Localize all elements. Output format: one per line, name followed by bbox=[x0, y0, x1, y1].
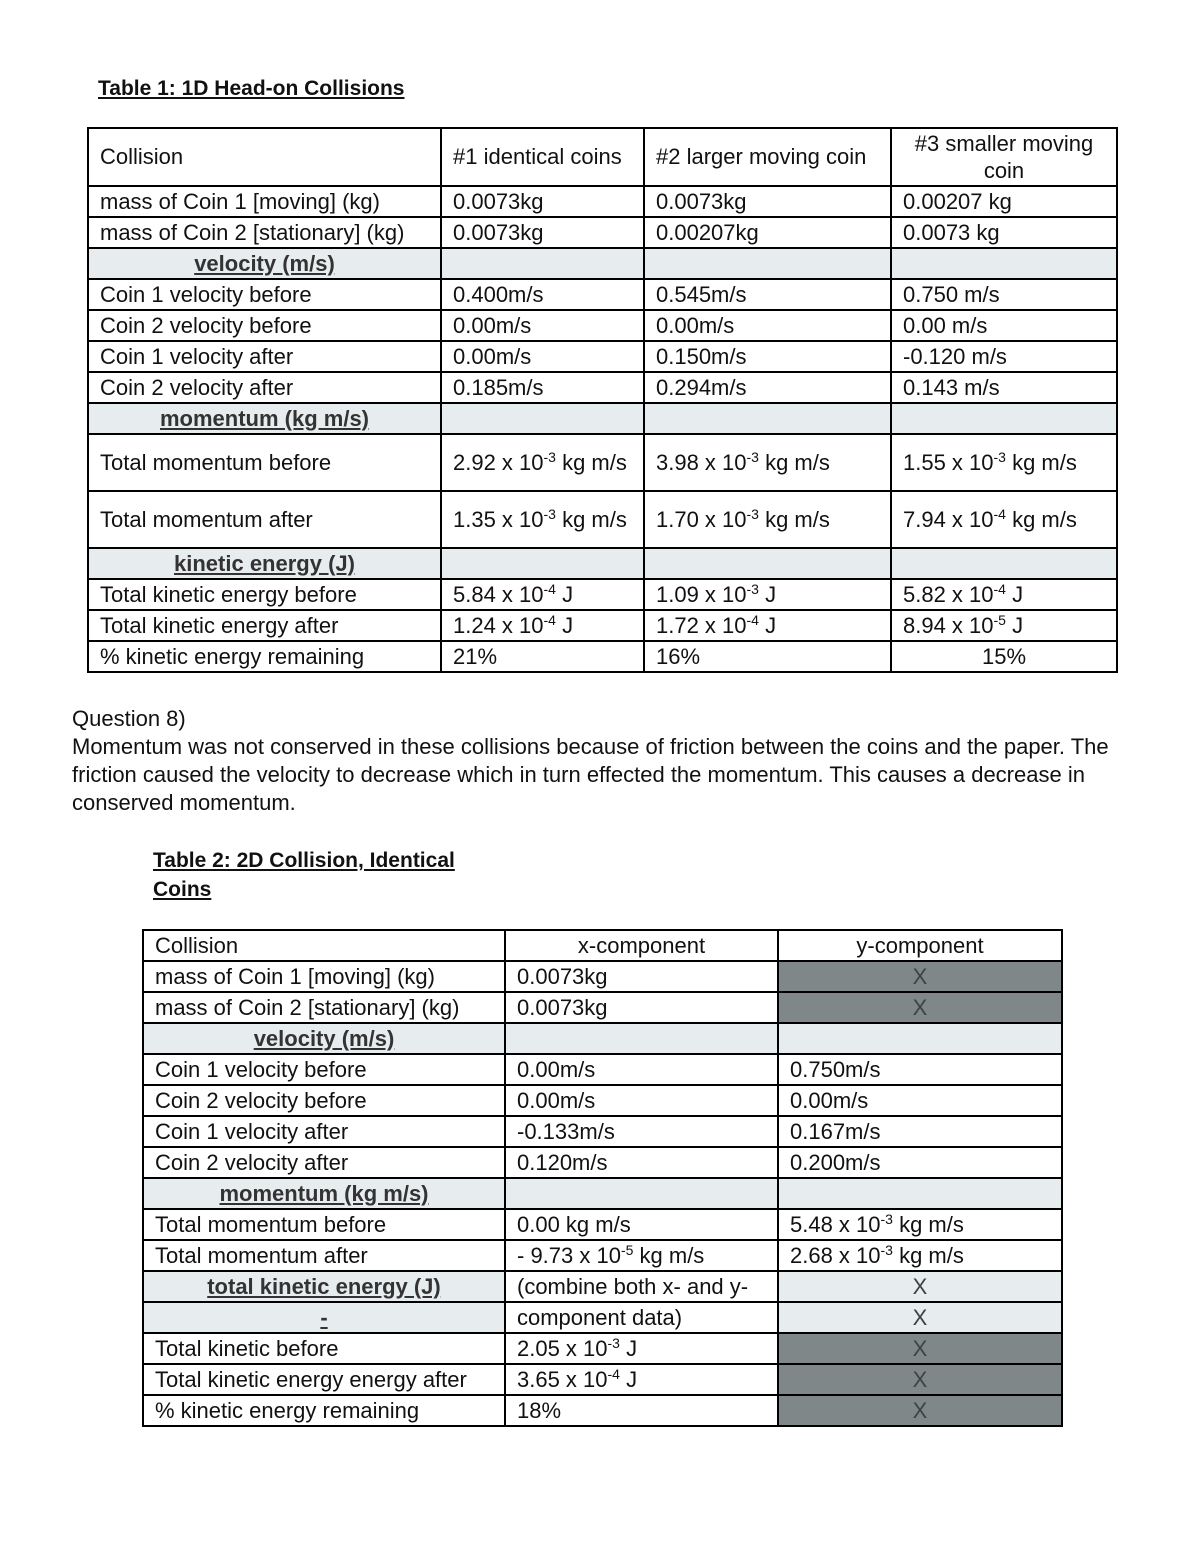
table2-cell-y-na: X bbox=[778, 992, 1062, 1023]
table2-section-row bbox=[143, 1023, 1062, 1054]
table1-1d-collisions bbox=[87, 127, 1118, 673]
table1-row-label: Coin 2 velocity after bbox=[88, 372, 441, 403]
table1-cell-larger: 0.00207kg bbox=[644, 217, 891, 248]
table1-cell bbox=[644, 248, 891, 279]
table1-cell-larger: 1.72 x $10^{-4}$ J bbox=[644, 610, 891, 641]
table2-header-1: x-component bbox=[505, 930, 778, 961]
table2-header-0: Collision bbox=[143, 930, 505, 961]
table2-cell-y: 0.750m/s bbox=[778, 1054, 1062, 1085]
table2-row-label: Total momentum before bbox=[143, 1209, 505, 1240]
table2-cell-x: (combine both x- and y- bbox=[505, 1271, 778, 1302]
table-row bbox=[143, 1240, 1062, 1271]
table-row bbox=[143, 992, 1062, 1023]
table2-cell-y-na: X bbox=[778, 1271, 1062, 1302]
table1-row-label: % kinetic energy remaining bbox=[88, 641, 441, 672]
table1-cell-identical: 0.00m/s bbox=[441, 341, 644, 372]
table-row bbox=[88, 641, 1117, 672]
table1-cell bbox=[644, 548, 891, 579]
table1-section-row bbox=[88, 548, 1117, 579]
table-row bbox=[88, 279, 1117, 310]
table1-cell-identical: 0.400m/s bbox=[441, 279, 644, 310]
table2-cell-y: 5.48 x $10^{-3}$ kg m/s bbox=[778, 1209, 1062, 1240]
table2-cell-x: -0.133m/s bbox=[505, 1116, 778, 1147]
table1-header-3: #3 smaller moving coin bbox=[891, 128, 1117, 186]
table1-cell-identical: 0.00m/s bbox=[441, 310, 644, 341]
table2-cell-x: 18% bbox=[505, 1395, 778, 1426]
table1-cell bbox=[441, 548, 644, 579]
table1-cell-larger: 0.294m/s bbox=[644, 372, 891, 403]
table1-row-label: Coin 1 velocity after bbox=[88, 341, 441, 372]
table1-cell-smaller: 7.94 x $10^{-4}$ kg m/s bbox=[891, 491, 1117, 548]
table2-row-label: Coin 1 velocity before bbox=[143, 1054, 505, 1085]
table2-cell-y: 2.68 x $10^{-3}$ kg m/s bbox=[778, 1240, 1062, 1271]
table1-cell-larger: 0.150m/s bbox=[644, 341, 891, 372]
table1-cell-larger: 0.545m/s bbox=[644, 279, 891, 310]
table2-section-row bbox=[143, 1302, 1062, 1333]
table1-header-row bbox=[88, 128, 1117, 186]
table-row bbox=[143, 1085, 1062, 1116]
table-row bbox=[88, 491, 1117, 548]
table2-cell-y-na: X bbox=[778, 1302, 1062, 1333]
table1-cell bbox=[441, 248, 644, 279]
table1-cell-identical: 5.84 x $10^{-4}$ J bbox=[441, 579, 644, 610]
table-row bbox=[88, 341, 1117, 372]
table2-section-row bbox=[143, 1271, 1062, 1302]
table1-cell-larger: 0.00m/s bbox=[644, 310, 891, 341]
table1-section-row bbox=[88, 403, 1117, 434]
table2-row-label: mass of Coin 1 [moving] (kg) bbox=[143, 961, 505, 992]
table1-cell-identical: 0.185m/s bbox=[441, 372, 644, 403]
table2-row-label: mass of Coin 2 [stationary] (kg) bbox=[143, 992, 505, 1023]
table1-header-2: #2 larger moving coin bbox=[644, 128, 891, 186]
table1-header-1: #1 identical coins bbox=[441, 128, 644, 186]
table1-cell bbox=[891, 548, 1117, 579]
table2-row-label: Coin 2 velocity before bbox=[143, 1085, 505, 1116]
table1-cell-larger: 3.98 x $10^{-3}$ kg m/s bbox=[644, 434, 891, 491]
table-row bbox=[143, 1364, 1062, 1395]
table-row bbox=[143, 961, 1062, 992]
table-row bbox=[143, 1116, 1062, 1147]
table1-row-label: Coin 1 velocity before bbox=[88, 279, 441, 310]
table1-row-label: Total kinetic energy after bbox=[88, 610, 441, 641]
table1-cell bbox=[644, 403, 891, 434]
table2-cell-x: 2.05 x $10^{-3}$ J bbox=[505, 1333, 778, 1364]
table2-section-label: - bbox=[143, 1302, 505, 1333]
table2-cell-x bbox=[505, 1023, 778, 1054]
table1-section-label: kinetic energy (J) bbox=[88, 548, 441, 579]
table1-cell-smaller: 15% bbox=[891, 641, 1117, 672]
table2-header-row bbox=[143, 930, 1062, 961]
table2-row-label: Coin 2 velocity after bbox=[143, 1147, 505, 1178]
table1-row-label: Total momentum after bbox=[88, 491, 441, 548]
table2-section-row bbox=[143, 1178, 1062, 1209]
table1-section-label: momentum (kg m/s) bbox=[88, 403, 441, 434]
table2-cell-y-na: X bbox=[778, 961, 1062, 992]
table1-cell-smaller: 0.00207 kg bbox=[891, 186, 1117, 217]
table2-2d-collision bbox=[142, 929, 1063, 1427]
table1-row-label: Total momentum before bbox=[88, 434, 441, 491]
table2-cell-x: 0.120m/s bbox=[505, 1147, 778, 1178]
table1-row-label: Coin 2 velocity before bbox=[88, 310, 441, 341]
table-row bbox=[143, 1209, 1062, 1240]
table1-cell-smaller: -0.120 m/s bbox=[891, 341, 1117, 372]
table1-cell-smaller: 8.94 x $10^{-5}$ J bbox=[891, 610, 1117, 641]
table2-cell-x: 0.0073kg bbox=[505, 992, 778, 1023]
table2-row-label: Total kinetic before bbox=[143, 1333, 505, 1364]
table1-section-label: velocity (m/s) bbox=[88, 248, 441, 279]
table1-cell bbox=[891, 248, 1117, 279]
table2-cell-y: 0.00m/s bbox=[778, 1085, 1062, 1116]
table-row bbox=[143, 1395, 1062, 1426]
table-row bbox=[88, 610, 1117, 641]
table2-section-label: velocity (m/s) bbox=[143, 1023, 505, 1054]
table-row bbox=[143, 1054, 1062, 1085]
table2-row-label: Total momentum after bbox=[143, 1240, 505, 1271]
table1-cell bbox=[891, 403, 1117, 434]
table1-row-label: mass of Coin 1 [moving] (kg) bbox=[88, 186, 441, 217]
table1-cell-smaller: 0.0073 kg bbox=[891, 217, 1117, 248]
table1-header-0: Collision bbox=[88, 128, 441, 186]
table-row bbox=[88, 217, 1117, 248]
table2-cell-x: 0.0073kg bbox=[505, 961, 778, 992]
table2-row-label: Coin 1 velocity after bbox=[143, 1116, 505, 1147]
table2-cell-y-na: X bbox=[778, 1333, 1062, 1364]
table2-cell-y-na: X bbox=[778, 1364, 1062, 1395]
table1-cell-larger: 1.70 x $10^{-3}$ kg m/s bbox=[644, 491, 891, 548]
table2-cell-y-na: X bbox=[778, 1395, 1062, 1426]
table1-row-label: Total kinetic energy before bbox=[88, 579, 441, 610]
table1-cell-smaller: 5.82 x $10^{-4}$ J bbox=[891, 579, 1117, 610]
table1-cell-larger: 0.0073kg bbox=[644, 186, 891, 217]
table2-cell-x: - 9.73 x $10^{-5}$ kg m/s bbox=[505, 1240, 778, 1271]
table1-cell-identical: 1.24 x $10^{-4}$ J bbox=[441, 610, 644, 641]
table2-cell-y bbox=[778, 1178, 1062, 1209]
table-row bbox=[88, 310, 1117, 341]
table2-cell-y: 0.167m/s bbox=[778, 1116, 1062, 1147]
table2-row-label: % kinetic energy remaining bbox=[143, 1395, 505, 1426]
table1-cell-identical: 0.0073kg bbox=[441, 186, 644, 217]
table2-cell-y: 0.200m/s bbox=[778, 1147, 1062, 1178]
table1-cell-larger: 1.09 x $10^{-3}$ J bbox=[644, 579, 891, 610]
table1-cell-larger: 16% bbox=[644, 641, 891, 672]
table2-cell-x: 0.00 kg m/s bbox=[505, 1209, 778, 1240]
table-row bbox=[88, 186, 1117, 217]
table1-cell-smaller: 1.55 x $10^{-3}$ kg m/s bbox=[891, 434, 1117, 491]
table2-cell-x: 0.00m/s bbox=[505, 1054, 778, 1085]
table1-cell bbox=[441, 403, 644, 434]
table2-cell-x bbox=[505, 1178, 778, 1209]
table1-row-label: mass of Coin 2 [stationary] (kg) bbox=[88, 217, 441, 248]
table1-section-row bbox=[88, 248, 1117, 279]
table2-section-label: total kinetic energy (J) bbox=[143, 1271, 505, 1302]
table1-cell-identical: 21% bbox=[441, 641, 644, 672]
table-row bbox=[143, 1333, 1062, 1364]
table-row bbox=[143, 1147, 1062, 1178]
table1-cell-smaller: 0.750 m/s bbox=[891, 279, 1117, 310]
table1-cell-identical: 2.92 x $10^{-3}$ kg m/s bbox=[441, 434, 644, 491]
question-8-answer: Momentum was not conserved in these collisions because of friction between the coins and the paper. The friction caused the velocity to decrease which in turn effected the momentum. This causes a decrease in conserved momentum. bbox=[72, 734, 1109, 815]
table2-header-2: y-component bbox=[778, 930, 1062, 961]
question-8-label: Question 8) bbox=[72, 706, 186, 731]
table2-cell-x: component data) bbox=[505, 1302, 778, 1333]
table-row bbox=[88, 579, 1117, 610]
table2-cell-y bbox=[778, 1023, 1062, 1054]
table1-cell-smaller: 0.00 m/s bbox=[891, 310, 1117, 341]
table2-section-label: momentum (kg m/s) bbox=[143, 1178, 505, 1209]
table1-cell-identical: 1.35 x $10^{-3}$ kg m/s bbox=[441, 491, 644, 548]
table2-row-label: Total kinetic energy energy after bbox=[143, 1364, 505, 1395]
table-row bbox=[88, 434, 1117, 491]
table2-cell-x: 0.00m/s bbox=[505, 1085, 778, 1116]
table2-cell-x: 3.65 x $10^{-4}$ J bbox=[505, 1364, 778, 1395]
table1-caption: Table 1: 1D Head-on Collisions bbox=[98, 77, 405, 100]
table2-caption: Table 2: 2D Collision, Identical Coins bbox=[153, 849, 455, 901]
table-row bbox=[88, 372, 1117, 403]
table1-cell-smaller: 0.143 m/s bbox=[891, 372, 1117, 403]
table1-cell-identical: 0.0073kg bbox=[441, 217, 644, 248]
